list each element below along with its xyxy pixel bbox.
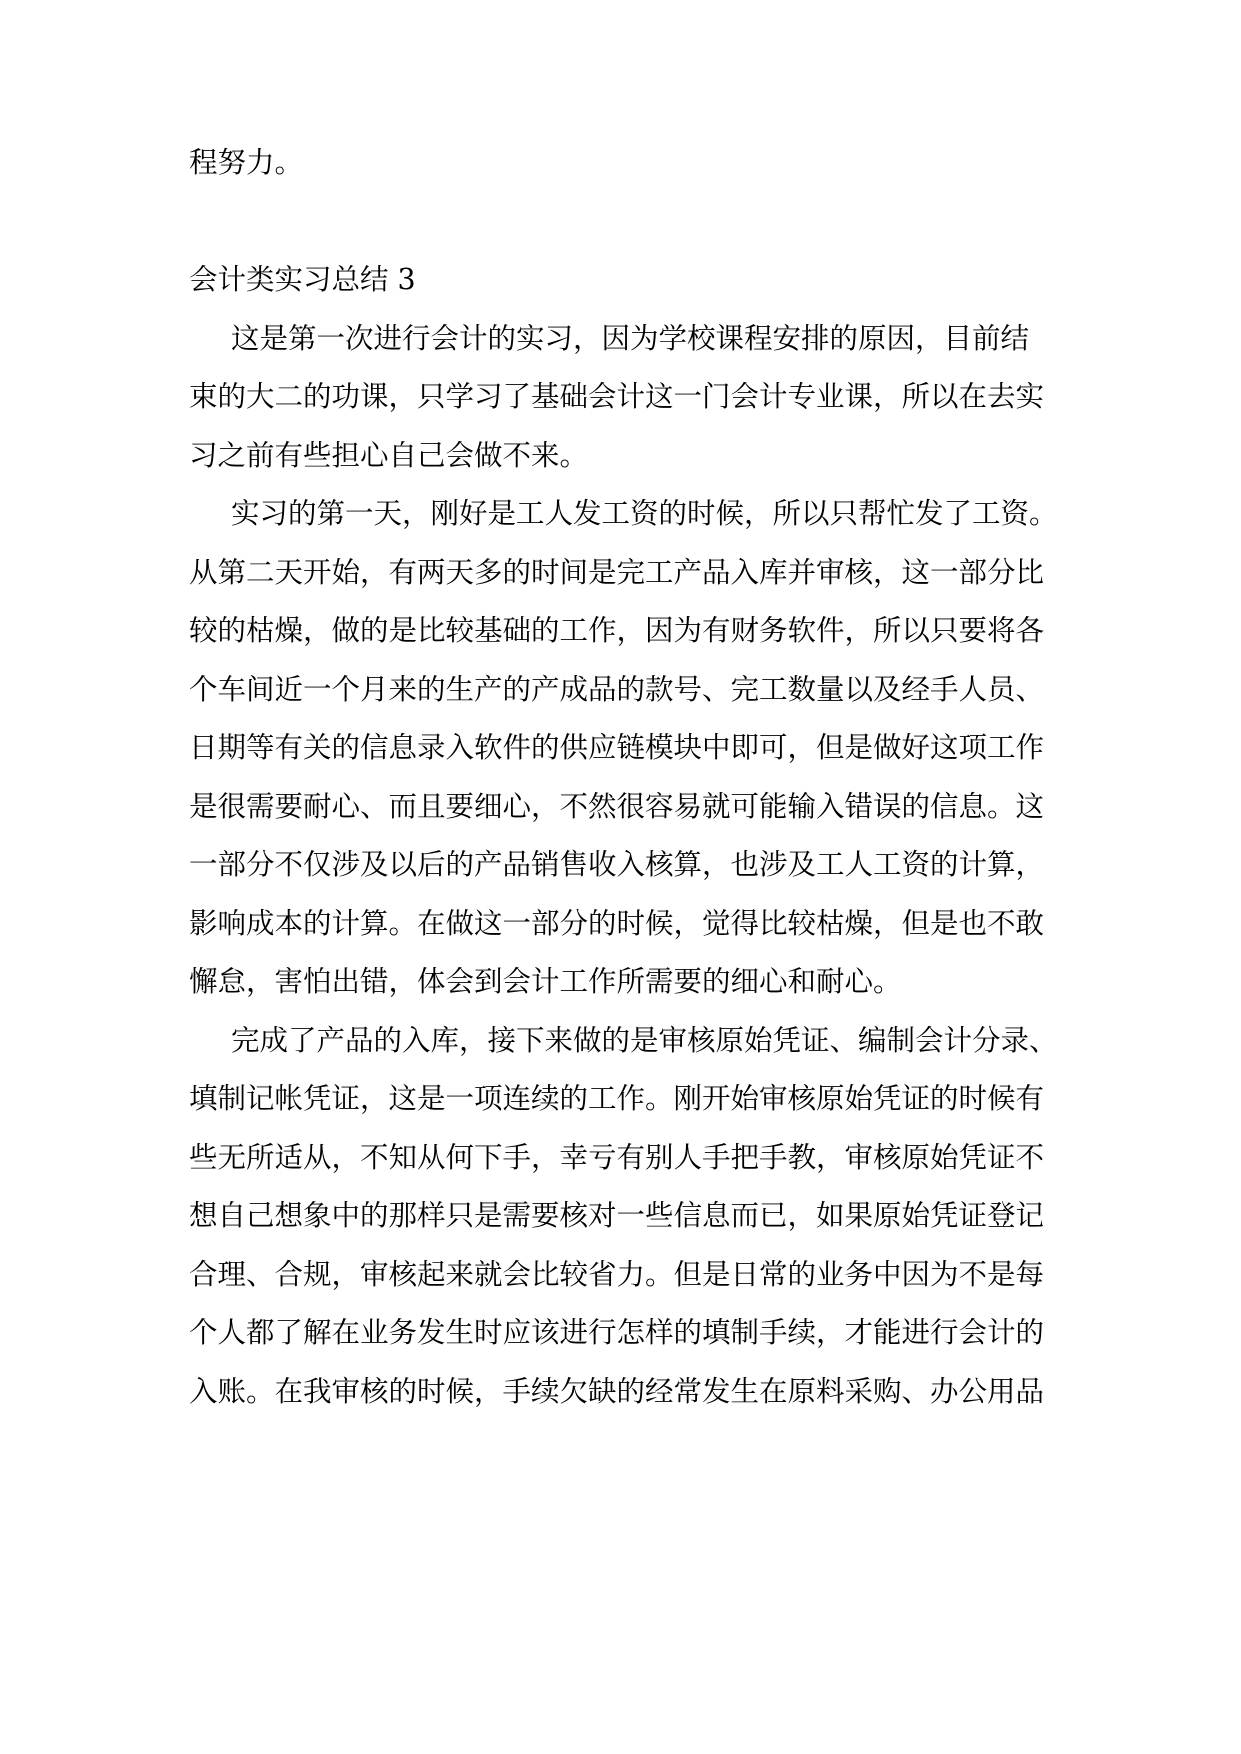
body-line: 填制记帐凭证，这是一项连续的工作。刚开始审核原始凭证的时候有 <box>189 1082 1045 1115</box>
body-line: 影响成本的计算。在做这一部分的时候，觉得比较枯燥，但是也不敢 <box>189 907 1045 940</box>
body-line: 实习的第一天，刚好是工人发工资的时候，所以只帮忙发了工资。 <box>231 497 1058 530</box>
body-line: 从第二天开始，有两天多的时间是完工产品入库并审核，这一部分比 <box>189 556 1045 589</box>
body-line: 这是第一次进行会计的实习，因为学校课程安排的原因，目前结 <box>231 322 1030 355</box>
body-line: 个人都了解在业务发生时应该进行怎样的填制手续，才能进行会计的 <box>189 1316 1045 1349</box>
body-line: 是很需要耐心、而且要细心，不然很容易就可能输入错误的信息。这 <box>189 790 1045 823</box>
body-line: 合理、合规，审核起来就会比较省力。但是日常的业务中因为不是每 <box>189 1258 1045 1291</box>
paragraph-fragment-line: 程努力。 <box>189 146 304 179</box>
body-line: 一部分不仅涉及以后的产品销售收入核算，也涉及工人工资的计算， <box>189 848 1045 881</box>
body-line: 想自己想象中的那样只是需要核对一些信息而已，如果原始凭证登记 <box>189 1199 1045 1232</box>
body-line: 些无所适从，不知从何下手，幸亏有别人手把手教，审核原始凭证不 <box>189 1141 1045 1174</box>
body-line: 习之前有些担心自己会做不来。 <box>189 439 589 472</box>
body-line: 懈怠，害怕出错，体会到会计工作所需要的细心和耐心。 <box>189 965 902 998</box>
body-line: 个车间近一个月来的生产的产成品的款号、完工数量以及经手人员、 <box>189 673 1045 706</box>
body-line: 完成了产品的入库，接下来做的是审核原始凭证、编制会计分录、 <box>231 1024 1058 1057</box>
body-line: 较的枯燥，做的是比较基础的工作，因为有财务软件，所以只要将各 <box>189 614 1045 647</box>
body-line: 日期等有关的信息录入软件的供应链模块中即可，但是做好这项工作 <box>189 731 1045 764</box>
body-line: 入账。在我审核的时候，手续欠缺的经常发生在原料采购、办公用品 <box>189 1375 1045 1408</box>
section-heading: 会计类实习总结 3 <box>189 263 416 296</box>
body-line: 束的大二的功课，只学习了基础会计这一门会计专业课，所以在去实 <box>189 380 1045 413</box>
